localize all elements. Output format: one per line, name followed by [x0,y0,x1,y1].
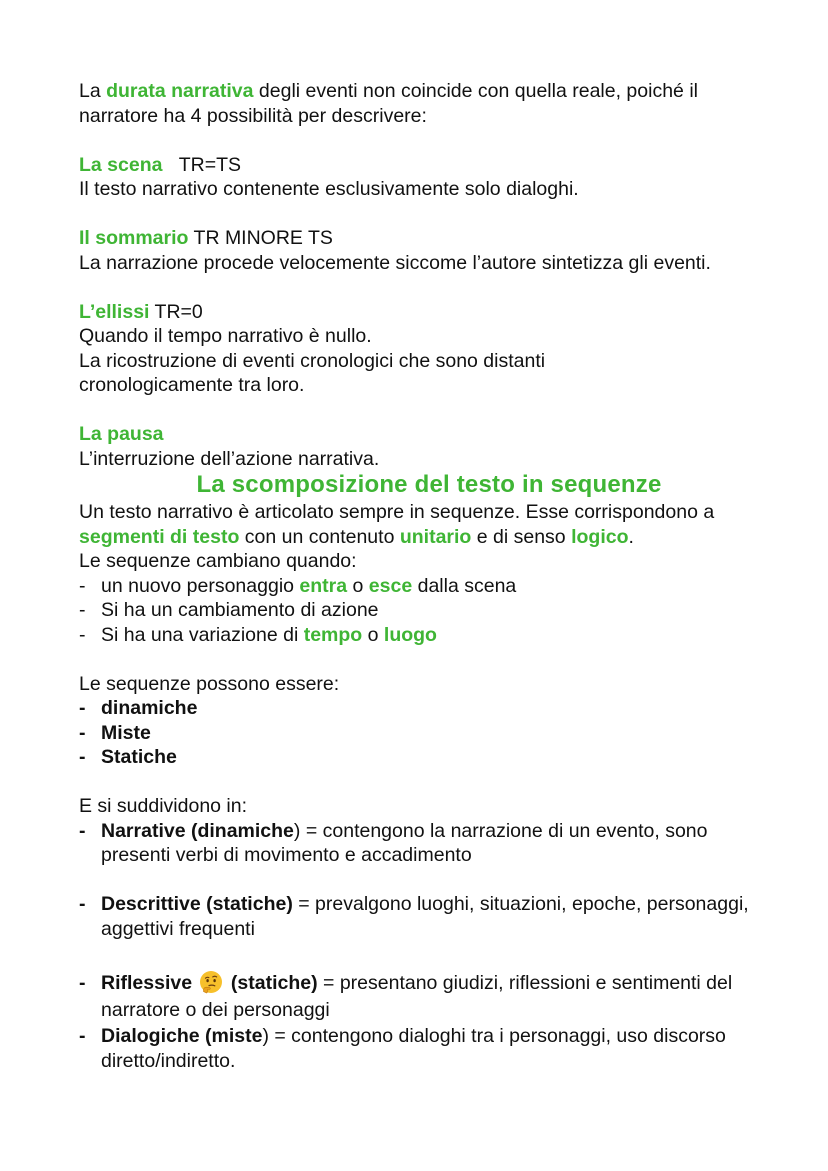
list-dash: - [79,746,86,768]
list-item: - Si ha una variazione di tempo o luogo [79,623,437,646]
ellissi-heading-line [79,300,779,325]
articolazione-paragraph: Un testo narrativo è articolato sempre in sequenze. Esse corrispondono a segmenti di testo con un contenuto unitario e di senso logico. [79,501,715,548]
list-dash: - [79,599,86,621]
list-dash: - [79,574,86,597]
list-item [79,721,779,746]
tipo-dinamiche: dinamiche [101,697,198,719]
highlight-segmenti: segmenti di testo [79,525,240,548]
list-item: - un nuovo personaggio entra o esce dalla scena [79,574,517,597]
intro-paragraph: La durata narrativa degli eventi non coincide con quella reale, poiché il narratore ha 4 possibilità per descrivere: [79,80,698,127]
scena-heading: La scena [79,153,163,176]
suddivisione-intro: E si suddividono in: [79,795,248,817]
cambiano-intro: Le sequenze cambiano quando: [79,550,357,572]
highlight-durata-narrativa: durata narrativa [106,80,254,102]
tipo-statiche: Statiche [101,746,177,768]
document-page [79,79,779,1073]
tipi-intro: Le sequenze possono essere: [79,672,340,695]
sommario-heading: Il sommario [79,227,189,249]
list-dash: - [79,623,86,646]
scena-text: Il testo narrativo contenente esclusivamente solo dialoghi. [79,178,579,200]
scena-formula: TR=TS [178,153,242,176]
list-dash: - [79,1025,86,1047]
list-item: - Si ha un cambiamento di azione [79,599,379,621]
list-dash: - [79,721,86,744]
scena-heading-line [79,153,779,178]
ellissi-heading: L’ellissi [79,300,150,323]
list-item-dialogiche: - Dialogiche (miste) = contengono dialoghi tra i personaggi, uso discorso diretto/indiretto. [79,1025,726,1072]
list-item [79,696,779,721]
list-dash: - [79,819,86,842]
list-item-descrittive: - Descrittive (statiche) = prevalgono luoghi, situazioni, epoche, personaggi, aggettivi frequenti [79,893,749,940]
sommario-heading-line [79,226,779,251]
ellissi-line-2: La ricostruzione di eventi cronologici che sono distanti cronologicamente tra loro. [79,349,546,396]
list-dash: - [79,697,86,719]
pausa-text: L’interruzione dell’azione narrativa. [79,447,380,470]
list-dash: - [79,972,86,994]
sommario-formula: TR MINORE TS [193,227,333,249]
tipo-miste: Miste [101,721,151,744]
pausa-heading: La pausa [79,423,164,445]
ellissi-line-1: Quando il tempo narrativo è nullo. [79,325,372,347]
highlight-unitario: unitario [399,525,472,548]
list-item-riflessive: - Riflessive (statiche) = presentano giudizi, riflessioni e sentimenti del narratore o dei personaggi [79,972,733,1021]
sommario-text: La narrazione procede velocemente siccome l’autore sintetizza gli eventi. [79,251,711,274]
section-title: La scomposizione del testo in sequenze [196,471,662,498]
list-item [79,745,779,770]
ellissi-formula: TR=0 [154,300,203,323]
highlight-logico: logico [571,525,629,548]
list-dash: - [79,893,86,915]
list-item-narrative: - Narrative (dinamiche) = contengono la narrazione di un evento, sono presenti verbi di movimento e accadimento [79,819,708,866]
thinking-face-icon [199,970,223,994]
